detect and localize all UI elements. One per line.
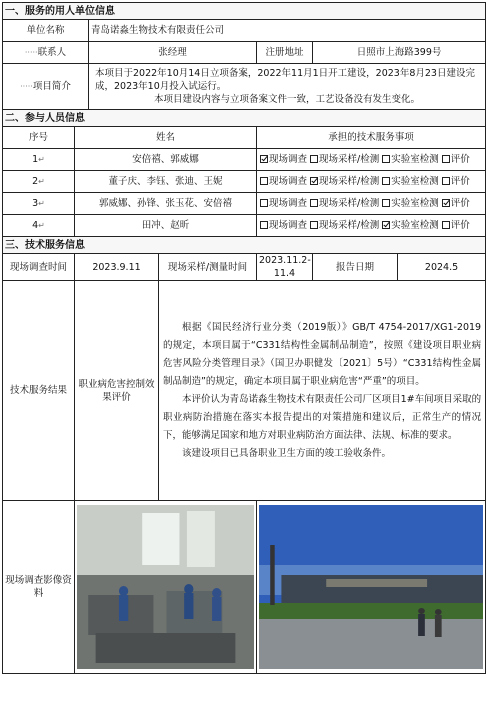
row-names: 董子庆、李钰、张迪、王妮 — [75, 171, 257, 193]
report-date-value: 2024.5 — [398, 254, 486, 281]
task-checkbox[interactable] — [382, 177, 390, 185]
row-tasks — [257, 193, 486, 215]
task-label: 现场调查 — [269, 176, 308, 187]
personnel-row — [3, 171, 486, 193]
task-label: 现场采样/检测 — [319, 220, 380, 231]
sampling-time-value: 2023.11.2-11.4 — [257, 254, 313, 281]
result-text — [159, 281, 486, 501]
col-tasks-header: 承担的技术服务事项 — [257, 127, 486, 149]
section-2-title: 二、参与人员信息 — [3, 110, 486, 127]
photo-workshop-cell — [75, 501, 257, 674]
row-no: 1 — [32, 154, 39, 165]
unit-name-value: 青岛诺淼生物技术有限责任公司 — [89, 20, 486, 42]
task-checkbox[interactable] — [382, 155, 390, 163]
task-label: 现场采样/检测 — [319, 154, 380, 165]
task-label: 实验室检测 — [391, 220, 439, 231]
personnel-row — [3, 149, 486, 171]
task-checkbox[interactable] — [382, 221, 390, 229]
task-checkbox[interactable] — [310, 155, 318, 163]
row-names: 安倍禧、郭威娜 — [75, 149, 257, 171]
task-label: 实验室检测 — [391, 176, 439, 187]
task-checkbox[interactable] — [310, 221, 318, 229]
report-date-label: 报告日期 — [313, 254, 398, 281]
col-no-header: 序号 — [3, 127, 75, 149]
task-label: 现场调查 — [269, 198, 308, 209]
eval-label: 职业病危害控制效果评价 — [75, 281, 159, 501]
task-label: 评价 — [450, 220, 470, 231]
outdoor-photo — [259, 505, 483, 669]
row-tasks — [257, 149, 486, 171]
task-checkbox[interactable] — [442, 221, 450, 229]
dots-mark: ····· — [24, 48, 38, 57]
para-mark: ↵ — [38, 155, 45, 164]
para-mark: ↵ — [38, 199, 45, 208]
personnel-row — [3, 193, 486, 215]
dots-mark: ····· — [20, 82, 33, 91]
task-checkbox[interactable] — [442, 177, 450, 185]
intro-line-2: 本项目建设内容与立项备案文件一致，工艺设备没有发生变化。 — [154, 94, 421, 105]
task-checkbox[interactable] — [310, 199, 318, 207]
section-1-title: 一、服务的用人单位信息 — [3, 3, 486, 20]
info-table — [2, 2, 486, 674]
task-label: 现场调查 — [269, 220, 308, 231]
row-names: 郭威娜、孙锋、张玉花、安倍禧 — [75, 193, 257, 215]
address-value: 日照市上海路399号 — [313, 42, 486, 64]
survey-time-value: 2023.9.11 — [75, 254, 159, 281]
task-label: 现场采样/检测 — [319, 176, 380, 187]
result-label: 技术服务结果 — [3, 281, 75, 501]
task-label: 评价 — [450, 154, 470, 165]
task-checkbox[interactable] — [260, 177, 268, 185]
workshop-photo — [77, 505, 254, 669]
row-tasks — [257, 171, 486, 193]
personnel-row — [3, 215, 486, 237]
para-mark: ↵ — [38, 177, 45, 186]
contact-value: 张经理 — [89, 42, 257, 64]
result-paragraph-1: 根据《国民经济行业分类（2019版）》GB/T 4754-2017/XG1-2019的规定，本项目属于“C331结构性金属制品制造”，按照《建设项目职业病危害风险分类管理目录》（国卫办职健发〔2021〕5号）“C331结构性金属制品制造”的规定，确定本项目属于职业病危害“严重”的项目。 — [163, 321, 482, 387]
task-checkbox[interactable] — [310, 177, 318, 185]
task-label: 实验室检测 — [391, 154, 439, 165]
photos-label: 现场调查影像资料 — [3, 501, 75, 674]
col-name-header: 姓名 — [75, 127, 257, 149]
row-names: 田冲、赵昕 — [75, 215, 257, 237]
task-checkbox[interactable] — [260, 221, 268, 229]
task-label: 评价 — [450, 198, 470, 209]
contact-label: 联系人 — [37, 47, 67, 58]
task-label: 实验室检测 — [391, 198, 439, 209]
photo-outdoor-cell — [257, 501, 486, 674]
section-3-title: 三、技术服务信息 — [3, 237, 486, 254]
task-checkbox[interactable] — [442, 199, 450, 207]
intro-label: 项目简介 — [32, 81, 71, 92]
address-label: 注册地址 — [257, 42, 313, 64]
intro-line-1: 本项目于2022年10月14日立项备案，2022年11月1日开工建设，2023年8月23日建设完成，2023年10月投入试运行。 — [95, 68, 475, 92]
task-checkbox[interactable] — [260, 155, 268, 163]
row-no: 4 — [32, 220, 39, 231]
unit-name-label: 单位名称 — [3, 20, 89, 42]
para-mark: ↵ — [38, 221, 45, 230]
row-no: 3 — [32, 198, 39, 209]
sampling-time-label: 现场采样/测量时间 — [159, 254, 257, 281]
task-label: 评价 — [450, 176, 470, 187]
row-tasks — [257, 215, 486, 237]
task-label: 现场采样/检测 — [319, 198, 380, 209]
task-checkbox[interactable] — [442, 155, 450, 163]
report-form — [2, 2, 485, 674]
survey-time-label: 现场调查时间 — [3, 254, 75, 281]
task-label: 现场调查 — [269, 154, 308, 165]
result-paragraph-2: 本评价认为青岛诺淼生物技术有限责任公司厂区项目1#车间项目采取的职业病防治措施在落实本报告提出的对策措施和建议后，正常生产的情况下，能够满足国家和地方对职业病防治方面法律、法规、标准的要求。 — [163, 393, 482, 441]
task-checkbox[interactable] — [382, 199, 390, 207]
task-checkbox[interactable] — [260, 199, 268, 207]
result-paragraph-3: 该建设项目已具备职业卫生方面的竣工验收条件。 — [182, 447, 392, 459]
row-no: 2 — [32, 176, 39, 187]
